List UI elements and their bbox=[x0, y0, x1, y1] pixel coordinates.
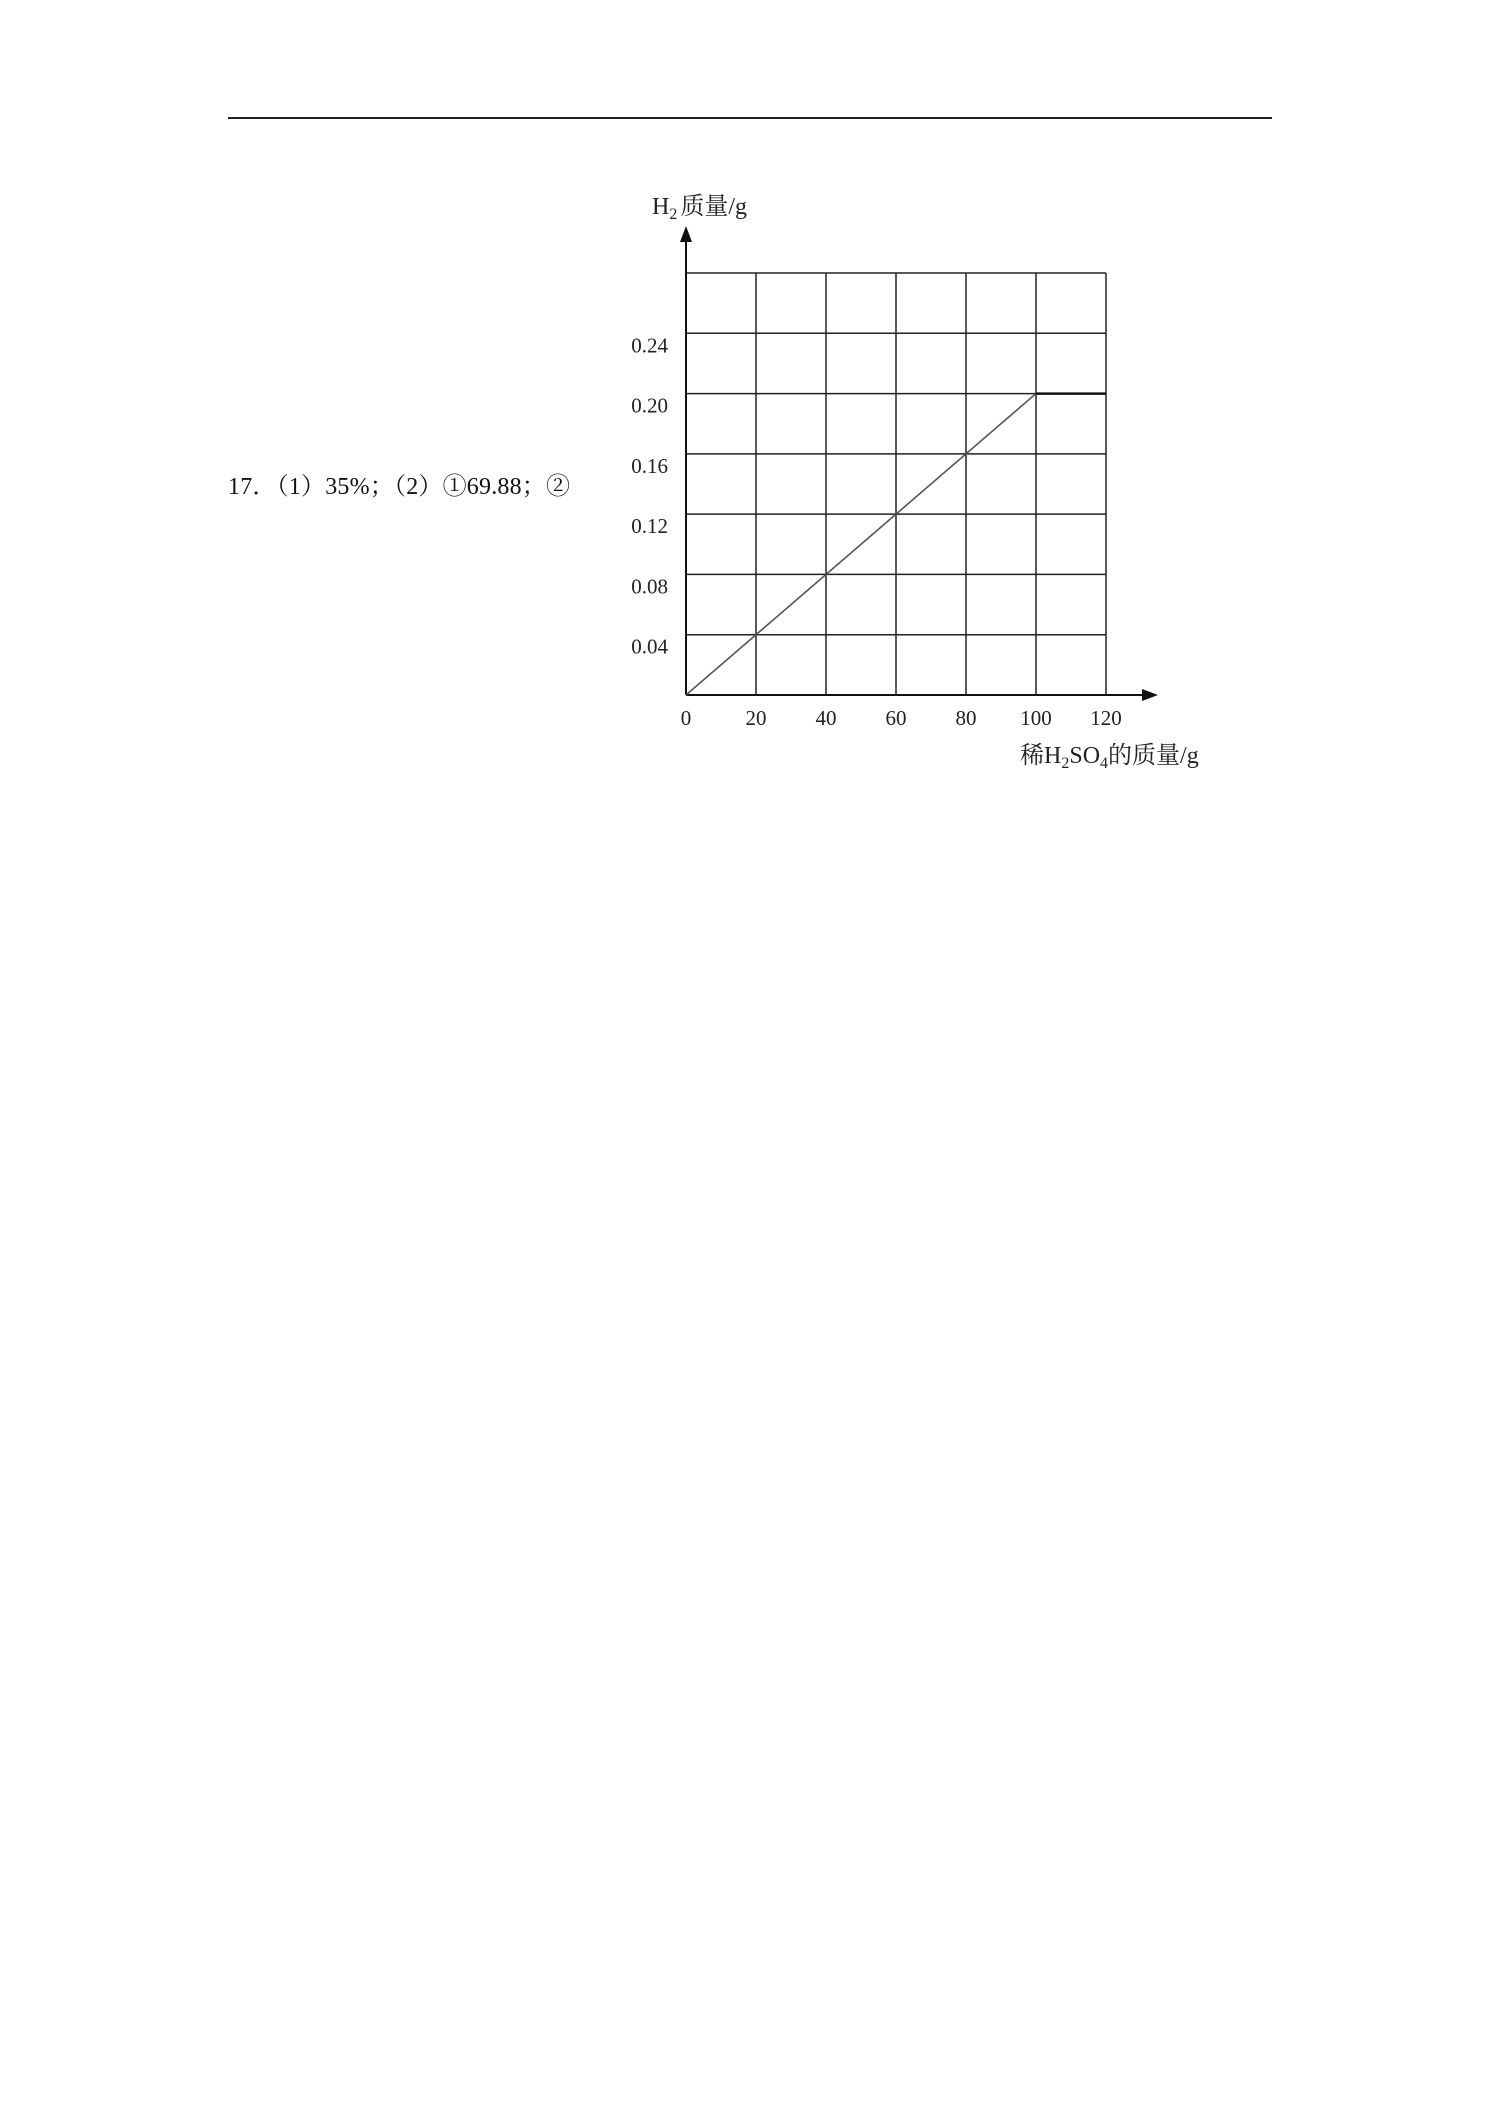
chart-axes bbox=[680, 226, 1158, 701]
x-axis-arrow bbox=[1142, 689, 1158, 701]
x-tick-label: 0 bbox=[680, 706, 692, 730]
y-tick-label: 0.20 bbox=[631, 393, 668, 418]
y-tick-label: 0.04 bbox=[631, 634, 668, 659]
y-tick-label: 0.12 bbox=[631, 514, 668, 539]
x-tick-label: 80 bbox=[955, 706, 977, 730]
x-tick-label: 60 bbox=[885, 706, 907, 730]
chart-grid bbox=[686, 273, 1106, 695]
y-axis-label: $H_2$ 质量/g bbox=[652, 194, 748, 223]
y-axis-arrow bbox=[680, 226, 692, 242]
y-tick-label: 0.08 bbox=[631, 574, 668, 599]
x-tick-label: 40 bbox=[815, 706, 837, 730]
series-segment bbox=[686, 394, 1036, 695]
x-axis-label: 稀$H_2SO_4$的质量/g bbox=[1020, 743, 1199, 772]
x-tick-label: 120 bbox=[1090, 706, 1122, 730]
x-tick-label: 20 bbox=[745, 706, 767, 730]
x-tick-label: 100 bbox=[1020, 706, 1052, 730]
y-tick-label: 0.16 bbox=[631, 453, 668, 478]
answer-text: 17．（1）35%；（2）①69.88；② bbox=[228, 474, 571, 500]
y-tick-label: 0.24 bbox=[631, 333, 668, 358]
